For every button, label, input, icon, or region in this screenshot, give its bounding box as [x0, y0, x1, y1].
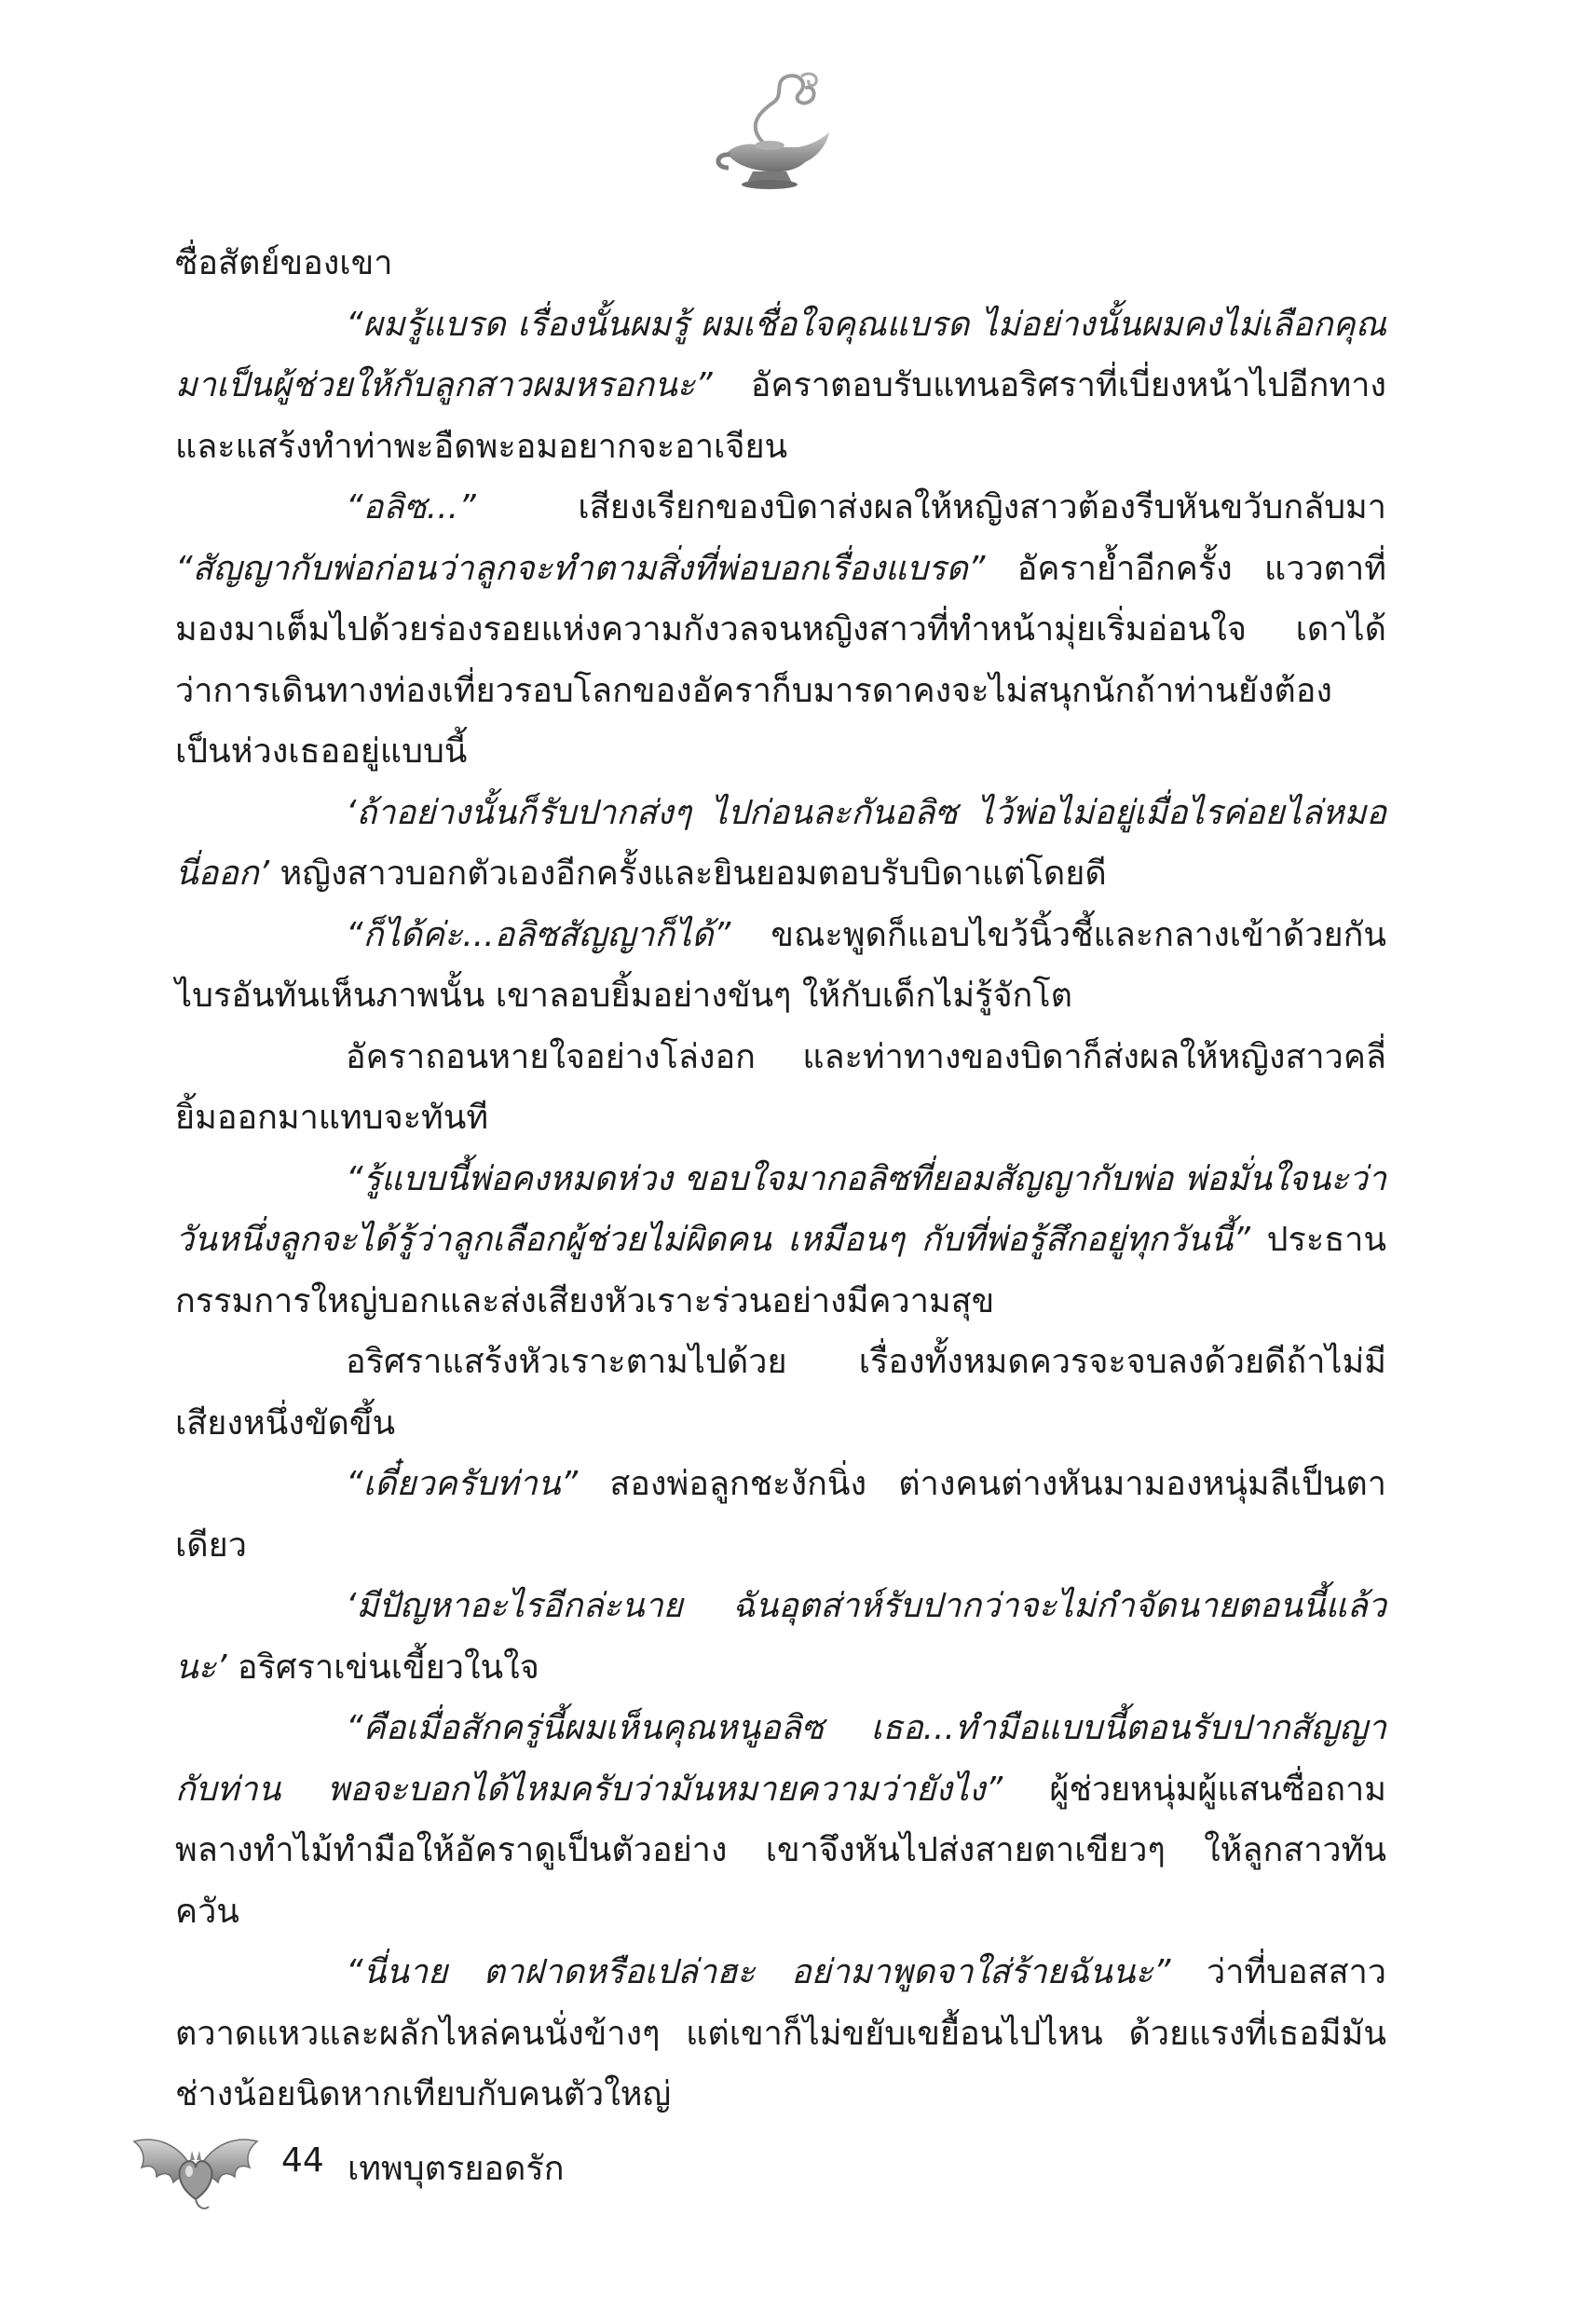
dialogue-text: “ก็ได้ค่ะ...อลิซสัญญาก็ได้” [346, 915, 731, 954]
bat-heart-icon [130, 2106, 261, 2227]
dialogue-text: ‘ถ้าอย่างนั้นก็รับปากส่งๆ ไปก่อนละกันอลิซ ไว้พ่อไม่อยู่เมื่อไรค่อยไล่หมอนี่ออก’ [175, 793, 1386, 893]
narration-text: อริศราแสร้งหัวเราะตามไปด้วย เรื่องทั้งหมดควรจะจบลงด้วยดีถ้าไม่มีเสียงหนึ่งขัดขึ้น [175, 1343, 1386, 1443]
narration-text: อริศราเข่นเขี้ยวในใจ [226, 1648, 539, 1687]
dialogue-text: “ผมรู้แบรด เรื่องนั้นผมรู้ ผมเชื่อใจคุณแบรด ไม่อย่างนั้นผมคงไม่เลือกคุณมาเป็นผู้ช่วยให้กับลูกสาวผมหรอกนะ” [175, 305, 1386, 404]
narration-text: ว่าที่บอสสาวตวาดแหวและผลักไหล่คนนั่งข้างๆ แต่เขาก็ไม่ขยับเขยื้อนไปไหน ด้วยแรงที่เธอมีมันช่างน้อยนิดหากเทียบกับคนตัวใหญ่ [175, 1953, 1386, 2113]
paragraph [175, 233, 1386, 294]
paragraph [175, 783, 1386, 905]
narration-text: ประธานกรรมการใหญ่บอกและส่งเสียงหัวเราะร่วนอย่างมีความสุข [175, 1221, 1387, 1320]
page-number: 44 [281, 2141, 324, 2180]
genie-lamp-icon [708, 67, 839, 207]
narration-text: ขณะพูดก็แอบไขว้นิ้วชี้และกลางเข้าด้วยกัน ไบรอันทันเห็นภาพนั้น เขาลอบยิ้มอย่างขันๆ ให้กับเด็กไม่รู้จักโต [175, 915, 1386, 1015]
narration-text: ผู้ช่วยหนุ่มผู้แสนซื่อถามพลางทำไม้ทำมือให้อัคราดูเป็นตัวอย่าง เขาจึงหันไปส่งสายตาเขียวๆ ให้ลูกสาวทันควัน [175, 1770, 1387, 1931]
page-footer [130, 2106, 876, 2227]
dialogue-text: “อลิซ...” [346, 488, 476, 526]
paragraph [175, 1942, 1386, 2126]
narration-text: อัคราถอนหายใจอย่างโล่งอก และท่าทางของบิดาก็ส่งผลให้หญิงสาวคลี่ยิ้มออกมาแทบจะทันที [175, 1037, 1386, 1137]
book-title: เทพบุตรยอดรัก [348, 2150, 565, 2188]
page-body [175, 233, 1386, 2126]
narration-text: เสียงเรียกของบิดาส่งผลให้หญิงสาวต้องรีบหันขวับกลับมา [475, 488, 1386, 526]
paragraph [175, 1027, 1386, 1149]
dialogue-text: “รู้แบบนี้พ่อคงหมดห่วง ขอบใจมากอลิซที่ยอมสัญญากับพ่อ พ่อมั่นใจนะว่าวันหนึ่งลูกจะได้รู้ว่าลูกเลือกผู้ช่วยไม่ผิดคน เหมือนๆ กับที่พ่อรู้สึกอยู่ทุกวันนี้” [175, 1159, 1386, 1259]
dialogue-text: ‘มีปัญหาอะไรอีกล่ะนาย ฉันอุตส่าห์รับปากว่าจะไม่กำจัดนายตอนนี้แล้วนะ’ [175, 1587, 1386, 1687]
paragraph [175, 1576, 1386, 1698]
paragraph [175, 1149, 1386, 1333]
dialogue-text: “สัญญากับพ่อก่อนว่าลูกจะทำตามสิ่งที่พ่อบอกเรื่องแบรด” [175, 549, 986, 588]
narration-text: สองพ่อลูกชะงักนิ่ง ต่างคนต่างหันมามองหนุ่มลีเป็นตาเดียว [175, 1465, 1386, 1565]
paragraph [175, 294, 1386, 478]
narration-text: อัคราตอบรับแทนอริศราที่เบี่ยงหน้าไปอีกทางและแสร้งทำท่าพะอืดพะอมอยากจะอาเจียน [175, 366, 1386, 466]
narration-text: อัคราย้ำอีกครั้ง แววตาที่มองมาเต็มไปด้วยร่องรอยแห่งความกังวลจนหญิงสาวที่ทำหน้ามุ่ยเริ่มอ่อนใจ เดาได้ว่าการเดินทางท่องเที่ยวรอบโลกของอัคราก็บมารดาคงจะไม่สนุกนักถ้าท่านยังต้องเป็นห่วงเธออยู่แบบนี้ [175, 549, 1386, 771]
dialogue-text: “นี่นาย ตาฝาดหรือเปล่าฮะ อย่ามาพูดจาใส่ร้ายฉันนะ” [346, 1953, 1171, 1991]
paragraph [175, 477, 1386, 783]
paragraph [175, 905, 1386, 1027]
dialogue-text: “เดี๋ยวครับท่าน” [346, 1465, 579, 1503]
paragraph [175, 1454, 1386, 1576]
dialogue-text: “คือเมื่อสักครู่นี้ผมเห็นคุณหนูอลิซ เธอ...ทำมือแบบนี้ตอนรับปากสัญญากับท่าน พอจะบอกได้ไหมครับว่ามันหมายความว่ายังไง” [175, 1709, 1386, 1809]
paragraph [175, 1332, 1386, 1454]
narration-text: ซื่อสัตย์ของเขา [175, 244, 393, 282]
narration-text: หญิงสาวบอกตัวเองอีกครั้งและยินยอมตอบรับบิดาแต่โดยดี [269, 855, 1107, 893]
paragraph [175, 1698, 1386, 1942]
